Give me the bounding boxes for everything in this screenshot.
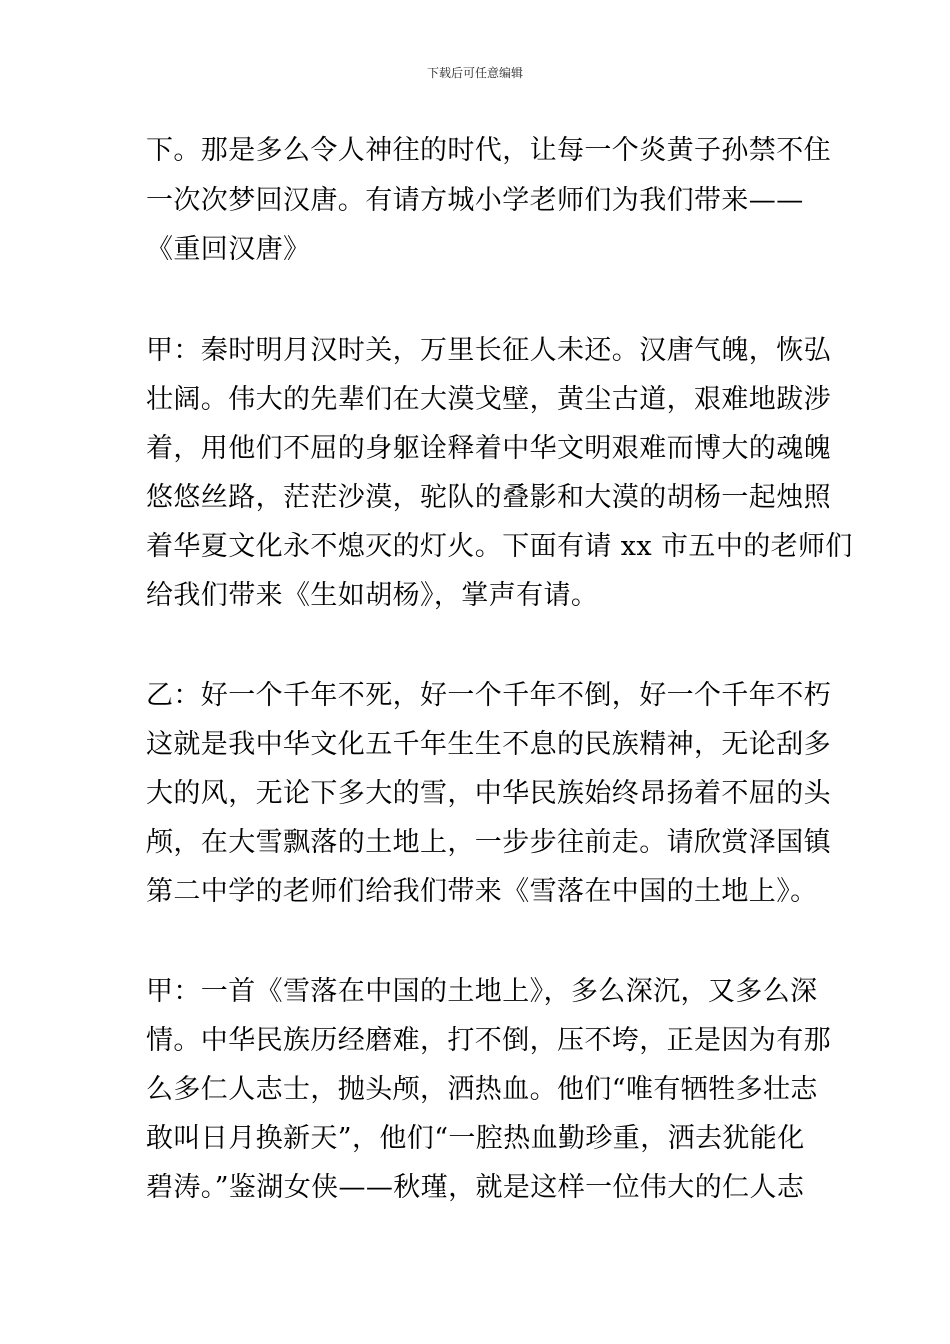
paragraph-1-line-2: 一次次梦回汉唐。有请方城小学老师们为我们带来—— [146,185,804,216]
paragraph-3-line-5: 第二中学的老师们给我们带来《雪落在中国的土地上》。 [146,876,818,907]
paragraph-3-line-1: 乙：好一个千年不死，好一个千年不倒，好一个千年不朽 [146,680,831,711]
paragraph-1-line-3: 《重回汉唐》 [146,234,311,265]
paragraph-3-line-4: 颅，在大雪飘落的土地上，一步步往前走。请欣赏泽国镇 [146,827,831,858]
paragraph-2-line-2: 壮阔。伟大的先辈们在大漠戈壁，黄尘古道，艰难地跋涉 [146,384,831,415]
paragraph-4-line-4: 敢叫日月换新天”，他们“一腔热血勤珍重，洒去犹能化 [146,1123,805,1154]
paragraph-3-line-2: 这就是我中华文化五千年生生不息的民族精神，无论刮多 [146,729,831,760]
paragraph-1-line-1: 下。那是多么令人神往的时代，让每一个炎黄子孙禁不住 [146,135,831,166]
paragraph-2-line-1: 甲：秦时明月汉时关，万里长征人未还。汉唐气魄，恢弘 [146,335,831,366]
paragraph-4-line-3: 么多仁人志士，抛头颅，洒热血。他们“唯有牺牲多壮志 [146,1074,818,1105]
paragraph-4-line-1: 甲：一首《雪落在中国的土地上》，多么深沉，又多么深 [146,976,818,1007]
paragraph-2-line-5: 着华夏文化永不熄灭的灯火。下面有请 xx 市五中的老师们 [146,531,853,562]
paragraph-2-line-6: 给我们带来《生如胡杨》，掌声有请。 [146,580,599,611]
paragraph-4-line-5: 碧涛。”鉴湖女侠——秋瑾，就是这样一位伟大的仁人志 [146,1172,805,1203]
paragraph-2-line-4: 悠悠丝路，茫茫沙漠，驼队的叠影和大漠的胡杨一起烛照 [146,482,831,513]
paragraph-4-line-2: 情。中华民族历经磨难，打不倒，压不垮，正是因为有那 [146,1025,831,1056]
paragraph-2-line-3: 着，用他们不屈的身躯诠释着中华文明艰难而博大的魂魄 [146,433,831,464]
page-header: 下载后可任意编辑 [426,66,523,80]
paragraph-3-line-3: 大的风，无论下多大的雪，中华民族始终昂扬着不屈的头 [146,778,831,809]
